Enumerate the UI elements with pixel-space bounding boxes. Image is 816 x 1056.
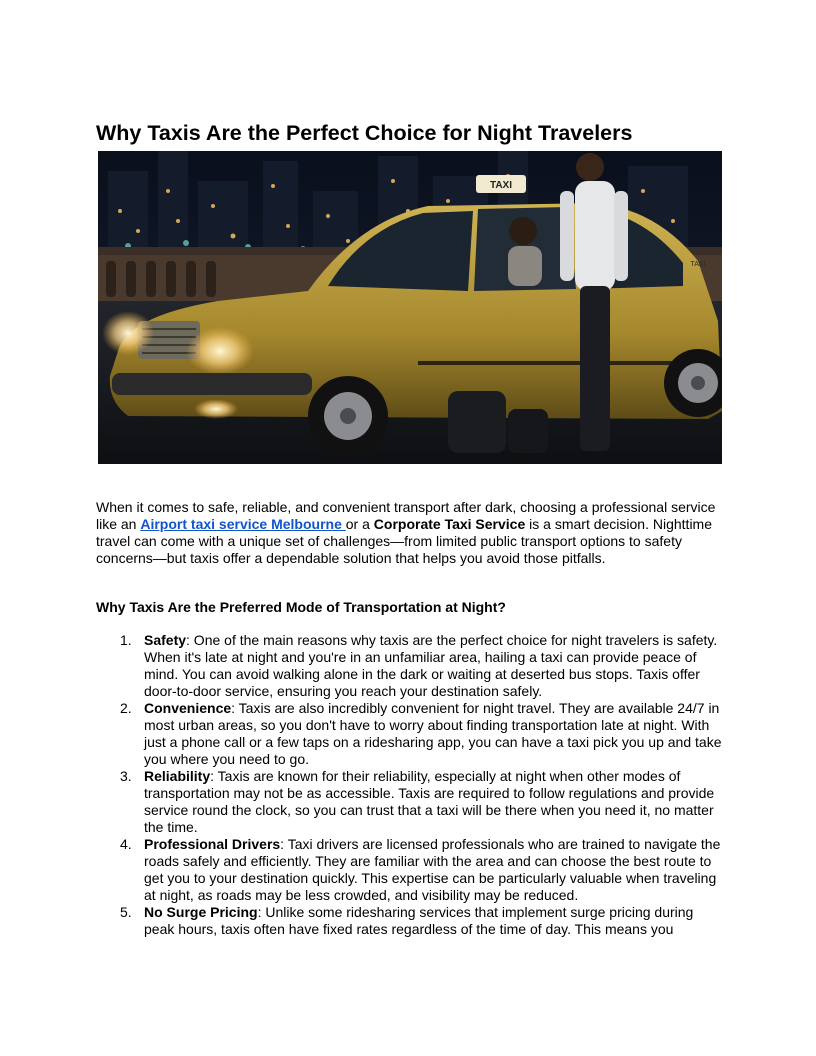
- list-number: 5.: [120, 904, 132, 920]
- list-text: : Taxis are known for their reliability, especially at night when other modes of transportation may not be as accessible. Taxis are required to follow regulations and provide service round the clock, so you can trust that a taxi will be there when you need it, no matter the time.: [144, 768, 715, 835]
- section-heading: Why Taxis Are the Preferred Mode of Transportation at Night?: [96, 599, 506, 615]
- list-number: 3.: [120, 768, 132, 784]
- list-item: [120, 836, 722, 904]
- door-sign-text: TAXI: [690, 261, 706, 268]
- list-term: Reliability: [144, 768, 211, 784]
- list-item: [120, 904, 722, 938]
- airport-taxi-link[interactable]: Airport taxi service Melbourne: [140, 516, 346, 532]
- intro-lead: When it comes to safe, reliable, and convenient transport after dark, choosing a professional service like an: [96, 499, 716, 532]
- list-number: 4.: [120, 836, 132, 852]
- list-number: 2.: [120, 700, 132, 716]
- intro-paragraph: [96, 499, 722, 567]
- list-term: Convenience: [144, 700, 232, 716]
- page-title: Why Taxis Are the Perfect Choice for Night Travelers: [96, 121, 633, 145]
- list-term: Professional Drivers: [144, 836, 281, 852]
- list-text: : One of the main reasons why taxis are the perfect choice for night travelers is safety. When it's late at night and you're in an unfamiliar area, hailing a taxi can provide peace of mind. You can avoid walking alone in the dark or waiting at deserted bus stops. Taxis offer door-to-door service, ensuring you reach your destination safely.: [144, 632, 718, 699]
- reasons-list: [96, 632, 722, 938]
- roof-sign-text: TAXI: [489, 180, 513, 191]
- taxi-night-photo: [98, 151, 722, 464]
- list-item: [120, 632, 722, 700]
- list-term: No Surge Pricing: [144, 904, 258, 920]
- list-item: [120, 768, 722, 836]
- corporate-taxi-bold: Corporate Taxi Service: [373, 516, 526, 532]
- list-number: 1.: [120, 632, 132, 648]
- list-text: : Taxis are also incredibly convenient for night travel. They are available 24/7 in most urban areas, so you don't have to worry about finding transportation late at night. With just a phone call or a few taps on a ridesharing app, you can have a taxi pick you up and take you where you need to go.: [144, 700, 722, 767]
- list-item: [120, 700, 722, 768]
- intro-tail: is a smart decision. Nighttime travel can come with a unique set of challenges—from limited public transport options to safety concerns—but taxis offer a dependable solution that helps you avoid those pitfalls.: [96, 516, 712, 566]
- list-text: : Taxi drivers are licensed professionals who are trained to navigate the roads safely and efficiently. They are familiar with the area and can choose the best route to get you to your destination quickly. This expertise can be particularly valuable when traveling at night, as roads may be less crowded, and visibility may be reduced.: [144, 836, 721, 903]
- list-term: Safety: [144, 632, 187, 648]
- list-text: : Unlike some ridesharing services that implement surge pricing during peak hours, taxis often have fixed rates regardless of the time of day. This means you: [144, 904, 694, 937]
- intro-middle: or a: [345, 516, 374, 532]
